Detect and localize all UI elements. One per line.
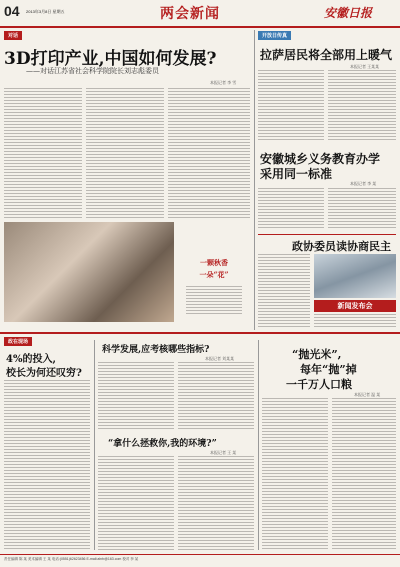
newspaper-masthead: 安徽日报 xyxy=(324,6,373,20)
header-rule xyxy=(0,26,400,28)
column-divider xyxy=(258,340,259,550)
caption-subtitle: 一朵“花” xyxy=(199,270,229,279)
bottom-section-rule xyxy=(0,332,400,334)
story-investment-title: 4%的投入, xyxy=(6,354,56,365)
story-environment-text xyxy=(98,456,174,550)
story-heating-text xyxy=(258,70,324,142)
story-heating-title: 拉萨居民将全部用上暖气 xyxy=(260,48,393,62)
story-environment-text xyxy=(178,456,254,550)
story-rice-title-line2: 每年“抛”掉 xyxy=(300,363,357,376)
press-conference-badge: 新闻发布会 xyxy=(314,300,396,312)
caption-text xyxy=(186,286,242,316)
caption-title: 一颗秋香 xyxy=(200,258,228,267)
dialogue-tag: 对话 xyxy=(4,31,22,40)
main-headline: 3D打印产业,中国如何发展? xyxy=(4,49,217,69)
story-rice-title: “抛光米”, xyxy=(292,348,342,361)
article-column xyxy=(86,88,164,218)
press-photo xyxy=(314,254,396,298)
footer-rule xyxy=(0,554,400,555)
story-development-byline: 本报记者 刘某某 xyxy=(205,356,235,361)
story-rice-text xyxy=(332,398,396,550)
story-education-text xyxy=(328,188,396,228)
story-rice-title-line3: 一千万人口粮 xyxy=(286,378,352,391)
story-education-title: 安徽城乡义务教育办学 xyxy=(260,152,381,166)
main-byline: 本报记者 李 雪 xyxy=(210,80,237,85)
on-site-tag: 政在现场 xyxy=(4,337,32,346)
press-text xyxy=(314,314,396,328)
story-education-title-line2: 采用同一标准 xyxy=(260,167,333,181)
article-column xyxy=(168,88,250,218)
column-divider xyxy=(254,30,255,330)
story-environment-byline: 本报记者 王 某 xyxy=(210,450,237,455)
page-footer: 责任编辑 陈 某 美术编辑 王 某 电话:(0551)62623456 E-mail:ahrb@163.com 校对 李 某 xyxy=(4,557,139,561)
story-education-byline: 本报记者 李 某 xyxy=(350,181,377,186)
story-development-text xyxy=(98,362,174,430)
story-environment-title: “拿什么拯救你,我的环境?” xyxy=(108,439,217,449)
story-development-text xyxy=(178,362,254,430)
news-photo xyxy=(4,222,174,322)
story-democracy-title: 政协委员读协商民主 xyxy=(292,240,391,253)
column-divider xyxy=(94,340,95,550)
story-heating-text xyxy=(328,70,396,142)
story-development-title: 科学发展,应考核哪些指标? xyxy=(102,345,210,355)
story-education-text xyxy=(258,188,324,228)
story-rice-byline: 本报记者 温 某 xyxy=(354,392,381,397)
page-header xyxy=(0,0,400,26)
article-column xyxy=(4,88,82,218)
story-heating-byline: 本报记者 王某某 xyxy=(350,64,380,69)
story-investment-text xyxy=(4,380,90,550)
section-title: 两会新闻 xyxy=(160,6,220,22)
story-investment-title-line2: 校长为何还叹穷? xyxy=(6,368,82,379)
open-day-tag: 开放日传真 xyxy=(258,31,291,40)
issue-date: 2013年3月8日 星期五 xyxy=(26,9,65,14)
page-number: 04 xyxy=(4,3,20,19)
photo-caption-box xyxy=(178,222,250,322)
story-democracy-text xyxy=(258,254,310,328)
main-subheadline: ——对话江苏省社会科学院院长刘志彪委员 xyxy=(26,67,159,75)
story-rice-text xyxy=(262,398,328,550)
section-rule xyxy=(258,234,396,235)
